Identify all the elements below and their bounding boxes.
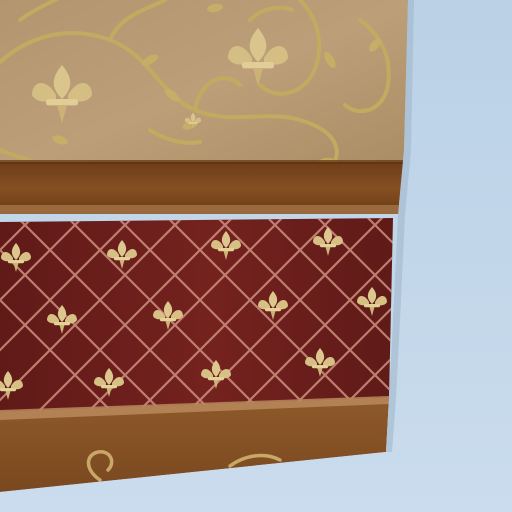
band-edge-light <box>0 205 420 214</box>
band-edge-dark <box>0 160 420 164</box>
